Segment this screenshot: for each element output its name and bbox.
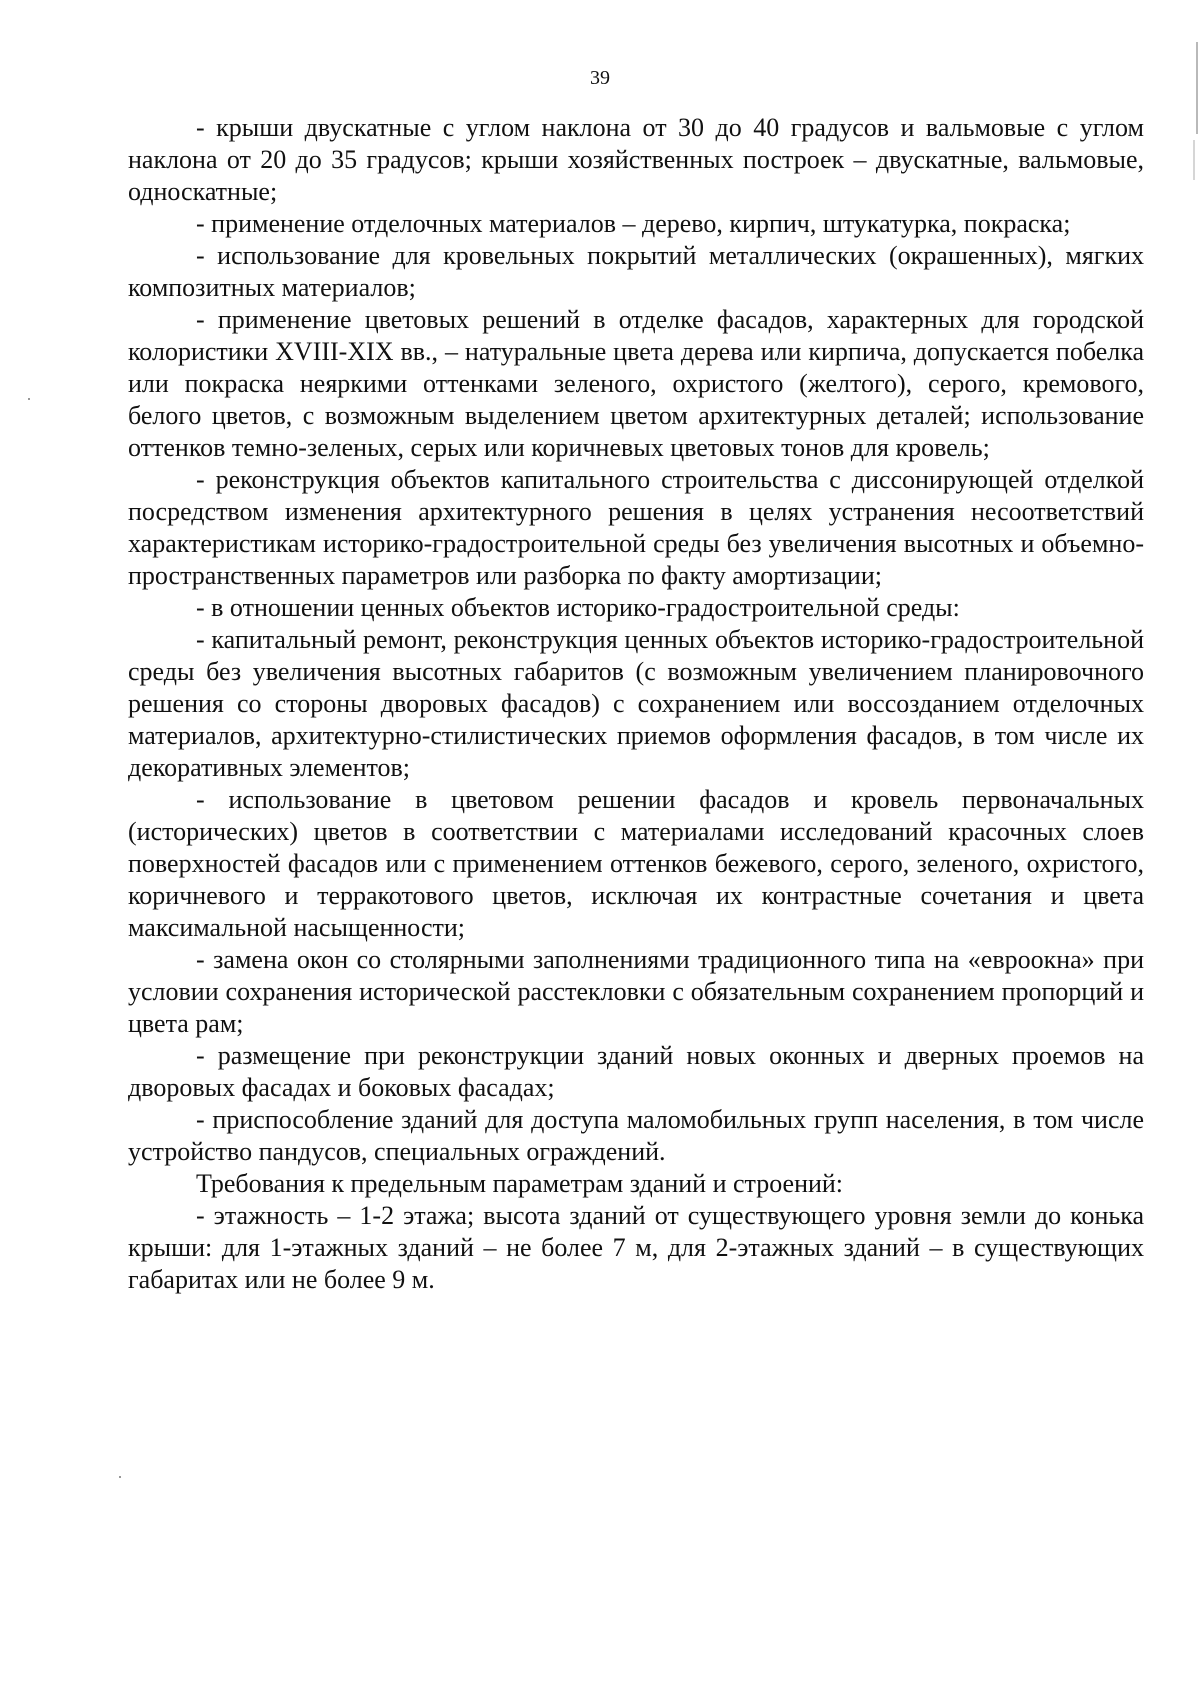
paragraph-capital-repair: - капитальный ремонт, реконструкция ценных объектов историко-градостроительной среды без увеличения высотных габаритов (с возможным увеличением планировочного решения со стороны дворовых фасадов) с сохранением или воссозданием отделочных материалов, архитектурно-стилистических приемов оформления фасадов, в том числе их декоративных элементов; bbox=[128, 625, 1144, 782]
paragraph-color-solutions: - применение цветовых решений в отделке фасадов, характерных для городской колористики XVIII-XIX вв., – натуральные цвета дерева или кирпича, допускается побелка или покраска неяркими оттенками зеленого, охристого (желтого), серого, кремового, белого цветов, с возможным выделением цветом архитектурных деталей; использование оттенков темно-зеленых, серых или коричневых цветовых тонов для кровель; bbox=[128, 305, 1144, 462]
paragraph-floors-height: - этажность – 1-2 этажа; высота зданий от существующего уровня земли до конька крыши: для 1-этажных зданий – не более 7 м, для 2-этажных зданий – в существующих габаритах или не более 9 м. bbox=[128, 1201, 1144, 1294]
scan-edge-line bbox=[1193, 140, 1195, 180]
paragraph-valuable-objects: - в отношении ценных объектов историко-градостроительной среды: bbox=[196, 593, 960, 622]
paragraph-roofing-materials: - использование для кровельных покрытий металлических (окрашенных), мягких композитных материалов; bbox=[128, 241, 1144, 302]
scan-speck bbox=[28, 398, 30, 400]
paragraph-roofs: - крыши двускатные с углом наклона от 30 до 40 градусов и вальмовые с углом наклона от 20 до 35 градусов; крыши хозяйственных построек – двускатные, вальмовые, односкатные; bbox=[128, 113, 1144, 206]
paragraph-new-openings: - размещение при реконструкции зданий новых оконных и дверных проемов на дворовых фасадах и боковых фасадах; bbox=[128, 1041, 1144, 1102]
paragraph-accessibility: - приспособление зданий для доступа маломобильных групп населения, в том числе устройство пандусов, специальных ограждений. bbox=[128, 1105, 1144, 1166]
paragraph-requirements-heading: Требования к предельным параметрам зданий и строений: bbox=[196, 1169, 844, 1198]
paragraph-finishing-materials: - применение отделочных материалов – дерево, кирпич, штукатурка, покраска; bbox=[196, 209, 1071, 238]
paragraph-historical-colors: - использование в цветовом решении фасадов и кровель первоначальных (исторических) цветов в соответствии с материалами исследований красочных слоев поверхностей фасадов или с применением оттенков бежевого, серого, зеленого, охристого, коричневого и терракотового цветов, исключая их контрастные сочетания и цвета максимальной насыщенности; bbox=[128, 785, 1144, 942]
paragraph-window-replacement: - замена окон со столярными заполнениями традиционного типа на «евроокна» при условии сохранения исторической расстекловки с обязательным сохранением пропорций и цвета рам; bbox=[128, 945, 1144, 1038]
scan-speck bbox=[119, 1476, 121, 1478]
paragraph-reconstruction: - реконструкция объектов капитального строительства с диссонирующей отделкой посредством изменения архитектурного решения в целях устранения несоответствий характеристикам историко-градостроительной среды без увеличения высотных и объемно-пространственных параметров или разборка по факту амортизации; bbox=[128, 465, 1144, 590]
document-body bbox=[128, 112, 1144, 1296]
page-number: 39 bbox=[590, 67, 610, 89]
